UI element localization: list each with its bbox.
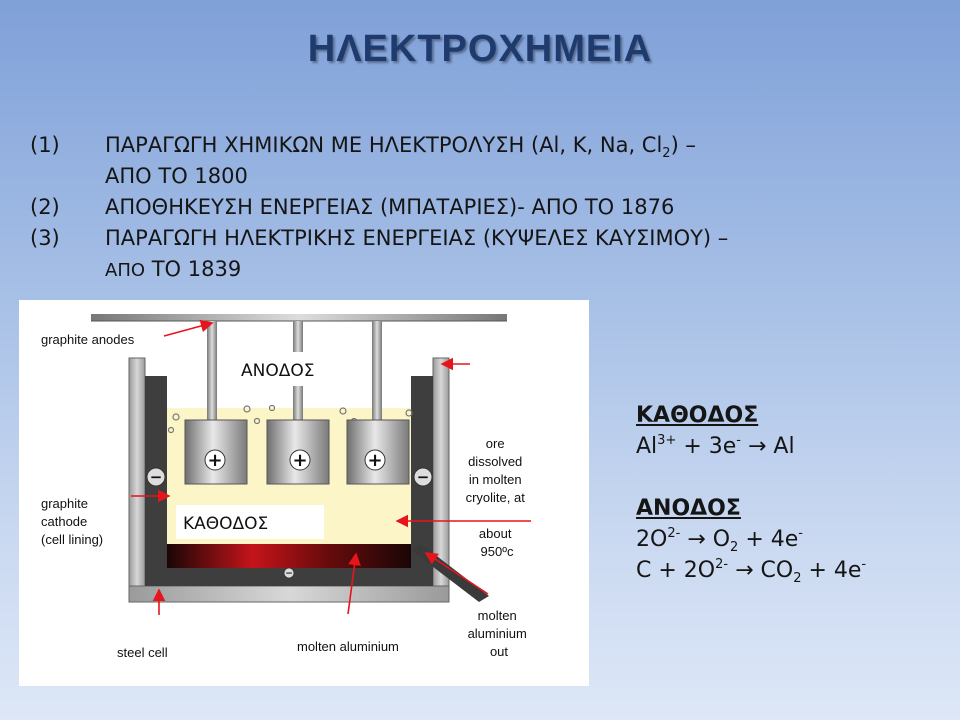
svg-text:−: − bbox=[149, 468, 163, 486]
anode-rod bbox=[207, 321, 217, 421]
cathode-heading: ΚΑΘΟΔΟΣ bbox=[636, 403, 759, 428]
graphite-cathode-label: graphite cathode (cell lining) bbox=[41, 496, 104, 547]
electrolysis-cell-diagram bbox=[19, 300, 589, 686]
item-text: ΠΑΡΑΓΩΓΗ ΗΛΕΚΤΡΙΚΗΣ ΕΝΕΡΓΕΙΑΣ (ΚΥΨΕΛΕΣ ΚΑΥΣΙΜΟΥ) – ΑΠΟ ΤΟ 1839 bbox=[105, 223, 940, 286]
molten-aluminium-out-label: molten aluminium out bbox=[467, 608, 527, 659]
anode-box-label: ΑΝΟΔΟΣ bbox=[241, 361, 315, 381]
negative-terminal-icon bbox=[147, 468, 165, 486]
anode-heading: ΑΝΟΔΟΣ bbox=[636, 496, 741, 521]
svg-text:+: + bbox=[367, 450, 383, 471]
item-number: (1) bbox=[30, 133, 60, 157]
svg-text:+: + bbox=[292, 450, 308, 471]
item-text: ΠΑΡΑΓΩΓΗ ΧΗΜΙΚΩΝ ΜΕ ΗΛΕΚΤΡΟΛΥΣΗ (Al, K, Na, $Cl_2$) – ΑΠΟ ΤΟ 1800 bbox=[105, 130, 940, 192]
molten-aluminium-layer bbox=[167, 544, 411, 568]
positive-terminal-icon bbox=[365, 450, 385, 471]
steel-wall-left bbox=[129, 358, 145, 602]
molten-aluminium-label: molten aluminium bbox=[297, 639, 399, 654]
bus-bar bbox=[91, 314, 507, 321]
anode-equation-1: $2O^{2-} \to O_2 + 4e^-$ bbox=[636, 526, 803, 555]
item-continuation: ΑΠΟ ΤΟ 1800 bbox=[105, 164, 248, 188]
steel-floor bbox=[129, 586, 449, 602]
cathode-equation: $Al^{3+} + 3e^- \to Al$ bbox=[636, 433, 795, 459]
svg-text:−: − bbox=[416, 468, 430, 486]
item-number: (2) bbox=[30, 195, 60, 219]
negative-terminal-icon bbox=[414, 468, 432, 486]
list-item bbox=[30, 223, 940, 286]
item-continuation: ΑΠΟ ΤΟ 1839 bbox=[105, 257, 242, 281]
anode-equation-2: $C + 2O^{2-} \to CO_2 + 4e^-$ bbox=[636, 557, 867, 586]
cathode-box-label: ΚΑΘΟΔΟΣ bbox=[183, 514, 269, 534]
negative-terminal-icon bbox=[284, 568, 294, 579]
anode-rod bbox=[372, 321, 382, 421]
topic-list bbox=[30, 130, 940, 286]
reaction-equations bbox=[636, 400, 946, 586]
slide-title: ΗΛΕΚΤΡΟΧΗΜΕΙΑ bbox=[307, 28, 653, 70]
svg-text:+: + bbox=[207, 450, 223, 471]
svg-text:−: − bbox=[285, 569, 293, 579]
item-text: ΑΠΟΘΗΚΕΥΣΗ ΕΝΕΡΓΕΙΑΣ (ΜΠΑΤΑΡΙΕΣ)- ΑΠΟ ΤΟ 1876 bbox=[105, 195, 675, 219]
steel-cell-label: steel cell bbox=[117, 645, 168, 660]
positive-terminal-icon bbox=[290, 450, 310, 471]
graphite-anodes-label: graphite anodes bbox=[41, 332, 135, 347]
ore-label: ore dissolved in molten cryolite, at about 950ºc bbox=[465, 436, 525, 559]
list-item bbox=[30, 192, 940, 223]
positive-terminal-icon bbox=[205, 450, 225, 471]
item-number: (3) bbox=[30, 226, 60, 250]
cell-svg bbox=[19, 300, 589, 686]
list-item bbox=[30, 130, 940, 192]
